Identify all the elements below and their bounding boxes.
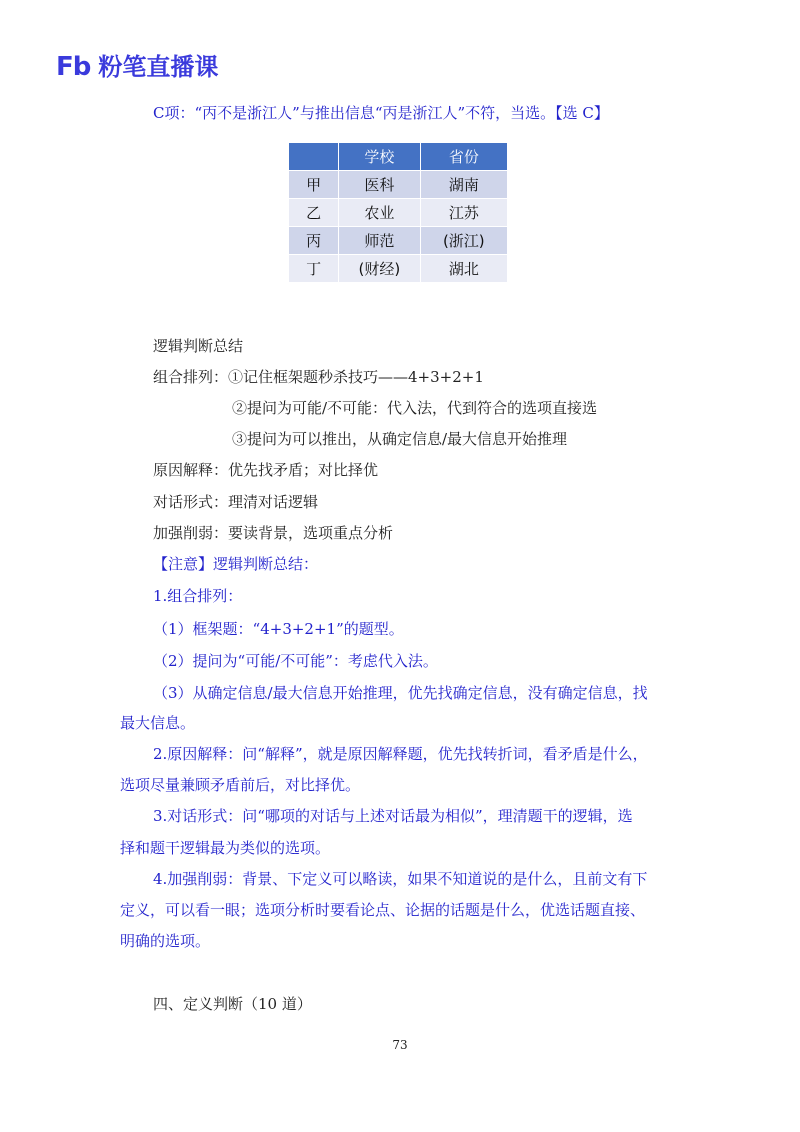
note-line: 4.加强削弱：背景、下定义可以略读，如果不知道说的是什么，且前文有下 [153,870,648,888]
table-row [289,199,508,227]
table-header-row [289,143,508,171]
note-line: 1.组合排列： [153,587,243,605]
summary-line: 加强削弱：要读背景，选项重点分析 [153,524,394,542]
option-c-conclusion: C项：“丙不是浙江人”与推出信息“丙是浙江人”不符，当选。【选 C】 [153,104,609,122]
table-cell: 江苏 [420,199,507,227]
note-line: 定义，可以看一眼；选项分析时要看论点、论据的话题是什么，优选话题直接、 [120,901,646,919]
table-cell: (财经) [339,255,421,283]
note-line: （2）提问为“可能/不可能”：考虑代入法。 [153,652,438,670]
table-cell: 医科 [339,171,421,199]
summary-title: 逻辑判断总结 [153,337,244,355]
section-title: 四、定义判断（10 道） [153,995,312,1013]
summary-line: ②提问为可能/不可能：代入法，代到符合的选项直接选 [232,399,598,417]
brand-name: 粉笔直播课 [98,53,219,81]
note-line: 2.原因解释：问“解释”，就是原因解释题，优先找转折词，看矛盾是什么， [153,745,648,763]
table-cell: 湖南 [420,171,507,199]
note-line: 明确的选项。 [120,932,211,950]
table-cell: 丙 [289,227,339,255]
table-row [289,255,508,283]
table-cell: 师范 [339,227,421,255]
note-title: 【注意】逻辑判断总结： [153,555,319,573]
note-line: 3.对话形式：问“哪项的对话与上述对话最为相似”，理清题干的逻辑，选 [153,807,633,825]
table-header-cell: 学校 [339,143,421,171]
summary-line: ③提问为可以推出，从确定信息/最大信息开始推理 [232,430,568,448]
logic-table [288,142,508,283]
summary-line: 组合排列：①记住框架题秒杀技巧——4+3+2+1 [153,368,484,386]
summary-line: 原因解释：优先找矛盾；对比择优 [153,461,379,479]
table-cell: 湖北 [420,255,507,283]
table-header-cell [289,143,339,171]
note-line: （1）框架题：“4+3+2+1”的题型。 [153,620,404,638]
note-line: （3）从确定信息/最大信息开始推理，优先找确定信息，没有确定信息，找 [153,684,648,702]
note-line: 最大信息。 [120,714,196,732]
table-row [289,171,508,199]
table-header-cell: 省份 [420,143,507,171]
table-row [289,227,508,255]
note-line: 选项尽量兼顾矛盾前后，对比择优。 [120,776,361,794]
table-cell: 乙 [289,199,339,227]
fb-logo-icon: Fb [56,52,91,82]
table-cell: 丁 [289,255,339,283]
table-cell: (浙江) [420,227,507,255]
page-number: 73 [392,1038,408,1052]
table-cell: 甲 [289,171,339,199]
summary-line: 对话形式：理清对话逻辑 [153,493,319,511]
table-cell: 农业 [339,199,421,227]
brand-logo [56,52,218,82]
note-line: 择和题干逻辑最为类似的选项。 [120,839,331,857]
